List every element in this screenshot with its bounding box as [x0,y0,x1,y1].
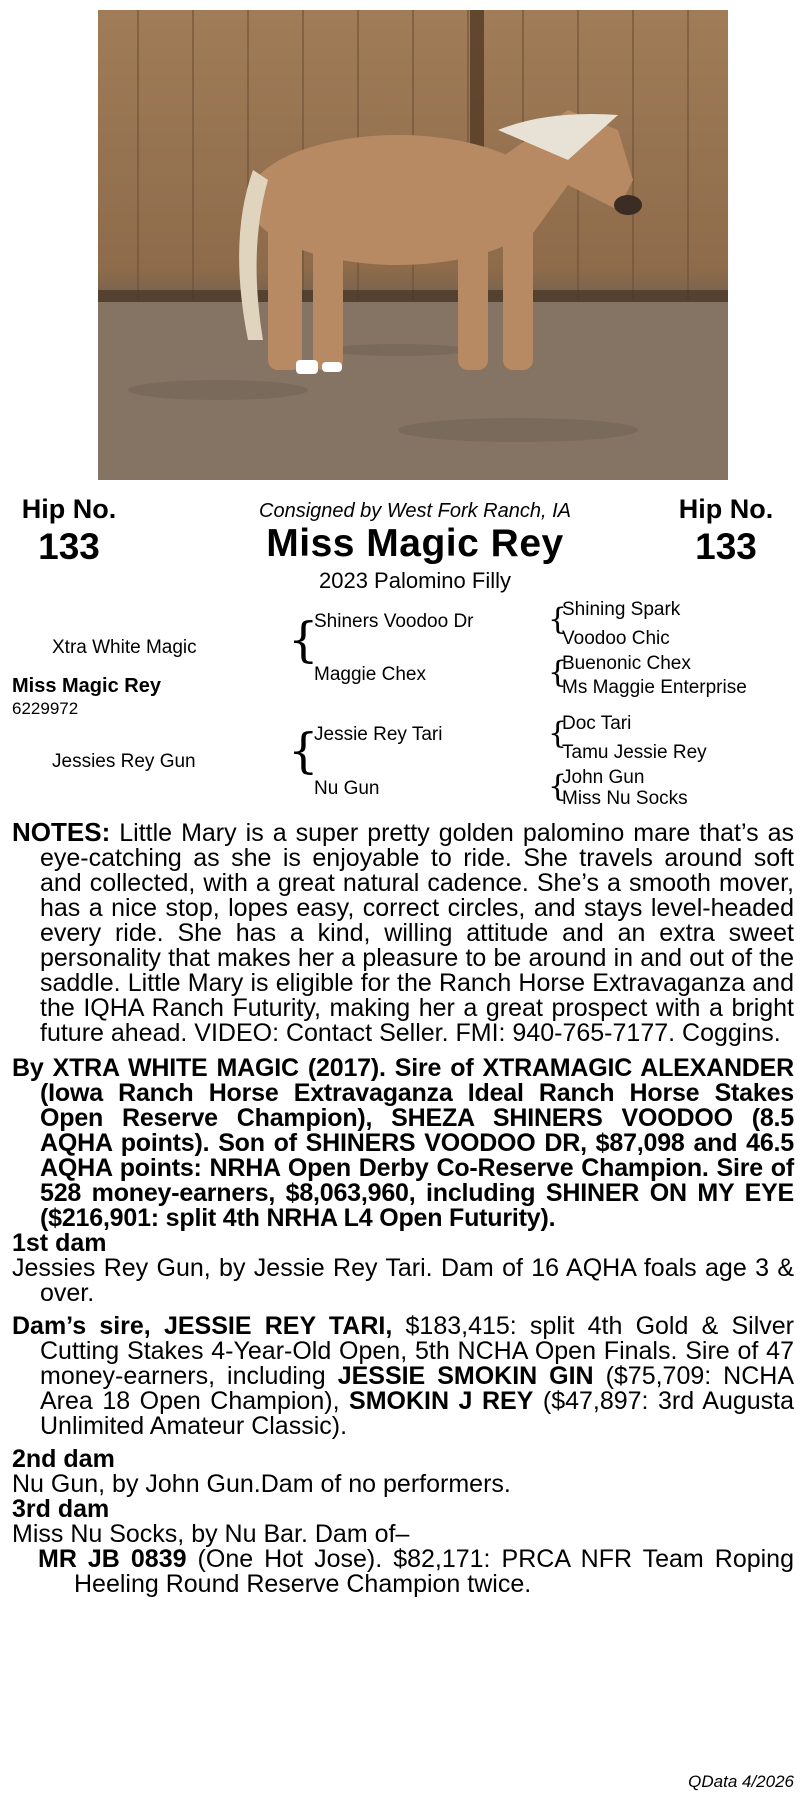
dams-sire-text: ($47,897: 3rd Augusta Unlimited Amateur Classic). [40,1387,795,1440]
catalog-body [12,817,795,1598]
hip-number: 133 [38,526,100,567]
pedigree-sire-dam: Maggie Chex [314,664,426,685]
produce-name: MR JB 0839 [38,1545,187,1573]
pedigree-sd-sire: Buenonic Chex [562,653,691,674]
brace: { [288,723,319,779]
notes-label: NOTES: [12,817,111,847]
pedigree-ss-sire: Shining Spark [562,599,681,620]
brace: { [548,602,568,637]
dams-sire-paragraph [12,1314,794,1439]
third-dam-heading: 3rd dam [12,1495,110,1523]
dams-sire-text: $183,415: split 4th Gold & Silver Cutting Stakes 4-Year-Old Open, 5th NCHA Open Finals. Sire of 47 money-earners, including [40,1312,794,1390]
pedigree-dam: Jessies Rey Gun [52,751,196,772]
produce-name: JESSIE SMOKIN GIN [337,1362,594,1390]
third-dam-produce [12,1547,794,1597]
brace: { [548,716,568,751]
brace: { [548,655,568,690]
sire-paragraph: By XTRA WHITE MAGIC (2017). Sire of XTRAMAGIC ALEXANDER (Iowa Ranch Horse Extravaganza Ideal Ranch Horse Stakes Open Reserve Champion), SHEZA SHINERS VOODOO (8.5 AQHA points). Son of SHINERS VOODOO DR, $87,098 and 46.5 AQHA points: NRHA Open Derby Co-Reserve Champion. Sire of 528 money-earners, $8,063,960, including SHINER ON MY EYE ($216,901: split 4th NRHA L4 Open Futurity). [12,1054,794,1232]
pedigree-sire: Xtra White Magic [52,637,197,658]
notes-paragraph [12,817,794,1047]
pedigree-ss-dam: Voodoo Chic [562,628,670,649]
pedigree-dam-sire: Jessie Rey Tari [314,724,443,745]
pedigree-dd-dam: Miss Nu Socks [562,788,688,809]
pedigree-sd-dam: Ms Maggie Enterprise [562,677,747,698]
horse-photo-illustration [98,10,728,480]
consignor: Consigned by West Fork Ranch, IA [259,500,571,522]
first-dam-text: Jessies Rey Gun, by Jessie Rey Tari. Dam of 16 AQHA foals age 3 & over. [12,1254,794,1307]
footer-credit: QData 4/2026 [688,1772,794,1791]
pedigree-sire-sire: Shiners Voodoo Dr [314,611,474,632]
first-dam-heading: 1st dam [12,1229,107,1257]
second-dam-heading: 2nd dam [12,1445,115,1473]
third-dam-text: Miss Nu Socks, by Nu Bar. Dam of– [12,1520,410,1548]
hip-label: Hip No. [21,494,117,524]
brace: { [288,612,319,668]
produce-name: SMOKIN J REY [349,1387,534,1415]
hip-number: 133 [695,526,757,567]
produce-text: (One Hot Jose). $82,171: PRCA NFR Team Roping Heeling Round Reserve Champion twice. [74,1545,794,1598]
hip-number-right [651,494,801,568]
hip-label: Hip No. [678,494,774,524]
pedigree-ds-sire: Doc Tari [562,713,632,734]
second-dam-text: Nu Gun, by John Gun.Dam of no performers. [12,1470,511,1498]
brace: { [548,769,568,804]
pedigree-horse: Miss Magic Rey [12,675,161,697]
hip-number-left [0,494,144,568]
pedigree-ds-dam: Tamu Jessie Rey [562,742,707,763]
notes-text: Little Mary is a super pretty golden palomino mare that’s as eye-catching as she is enjoyable to ride. She travels around soft and collected, with a great natural cadence. She’s a smooth mover, has a nice stop, lopes easy, correct circles, and stays level-headed every ride. She has a kind, willing attitude and an extra sweet personality that makes her a pleasure to be around in and out of the saddle. Little Mary is eligible for the Ranch Horse Extravaganza and the IQHA Ranch Futurity, making her a great prospect with a bright future ahead. VIDEO: Contact Seller. FMI: 940-765-7177. Coggins. [40,819,794,1047]
pedigree-dd-sire: John Gun [562,767,645,788]
registration-number: 6229972 [12,699,79,718]
dams-sire-text: ($75,709: NCHA Area 18 Open Champion), [40,1362,795,1415]
horse-photo [98,10,728,480]
horse-name: Miss Magic Rey [266,522,564,565]
horse-description: 2023 Palomino Filly [319,568,511,593]
pedigree-dam-dam: Nu Gun [314,778,380,799]
dams-sire-lead: Dam’s sire, JESSIE REY TARI, [12,1312,393,1340]
